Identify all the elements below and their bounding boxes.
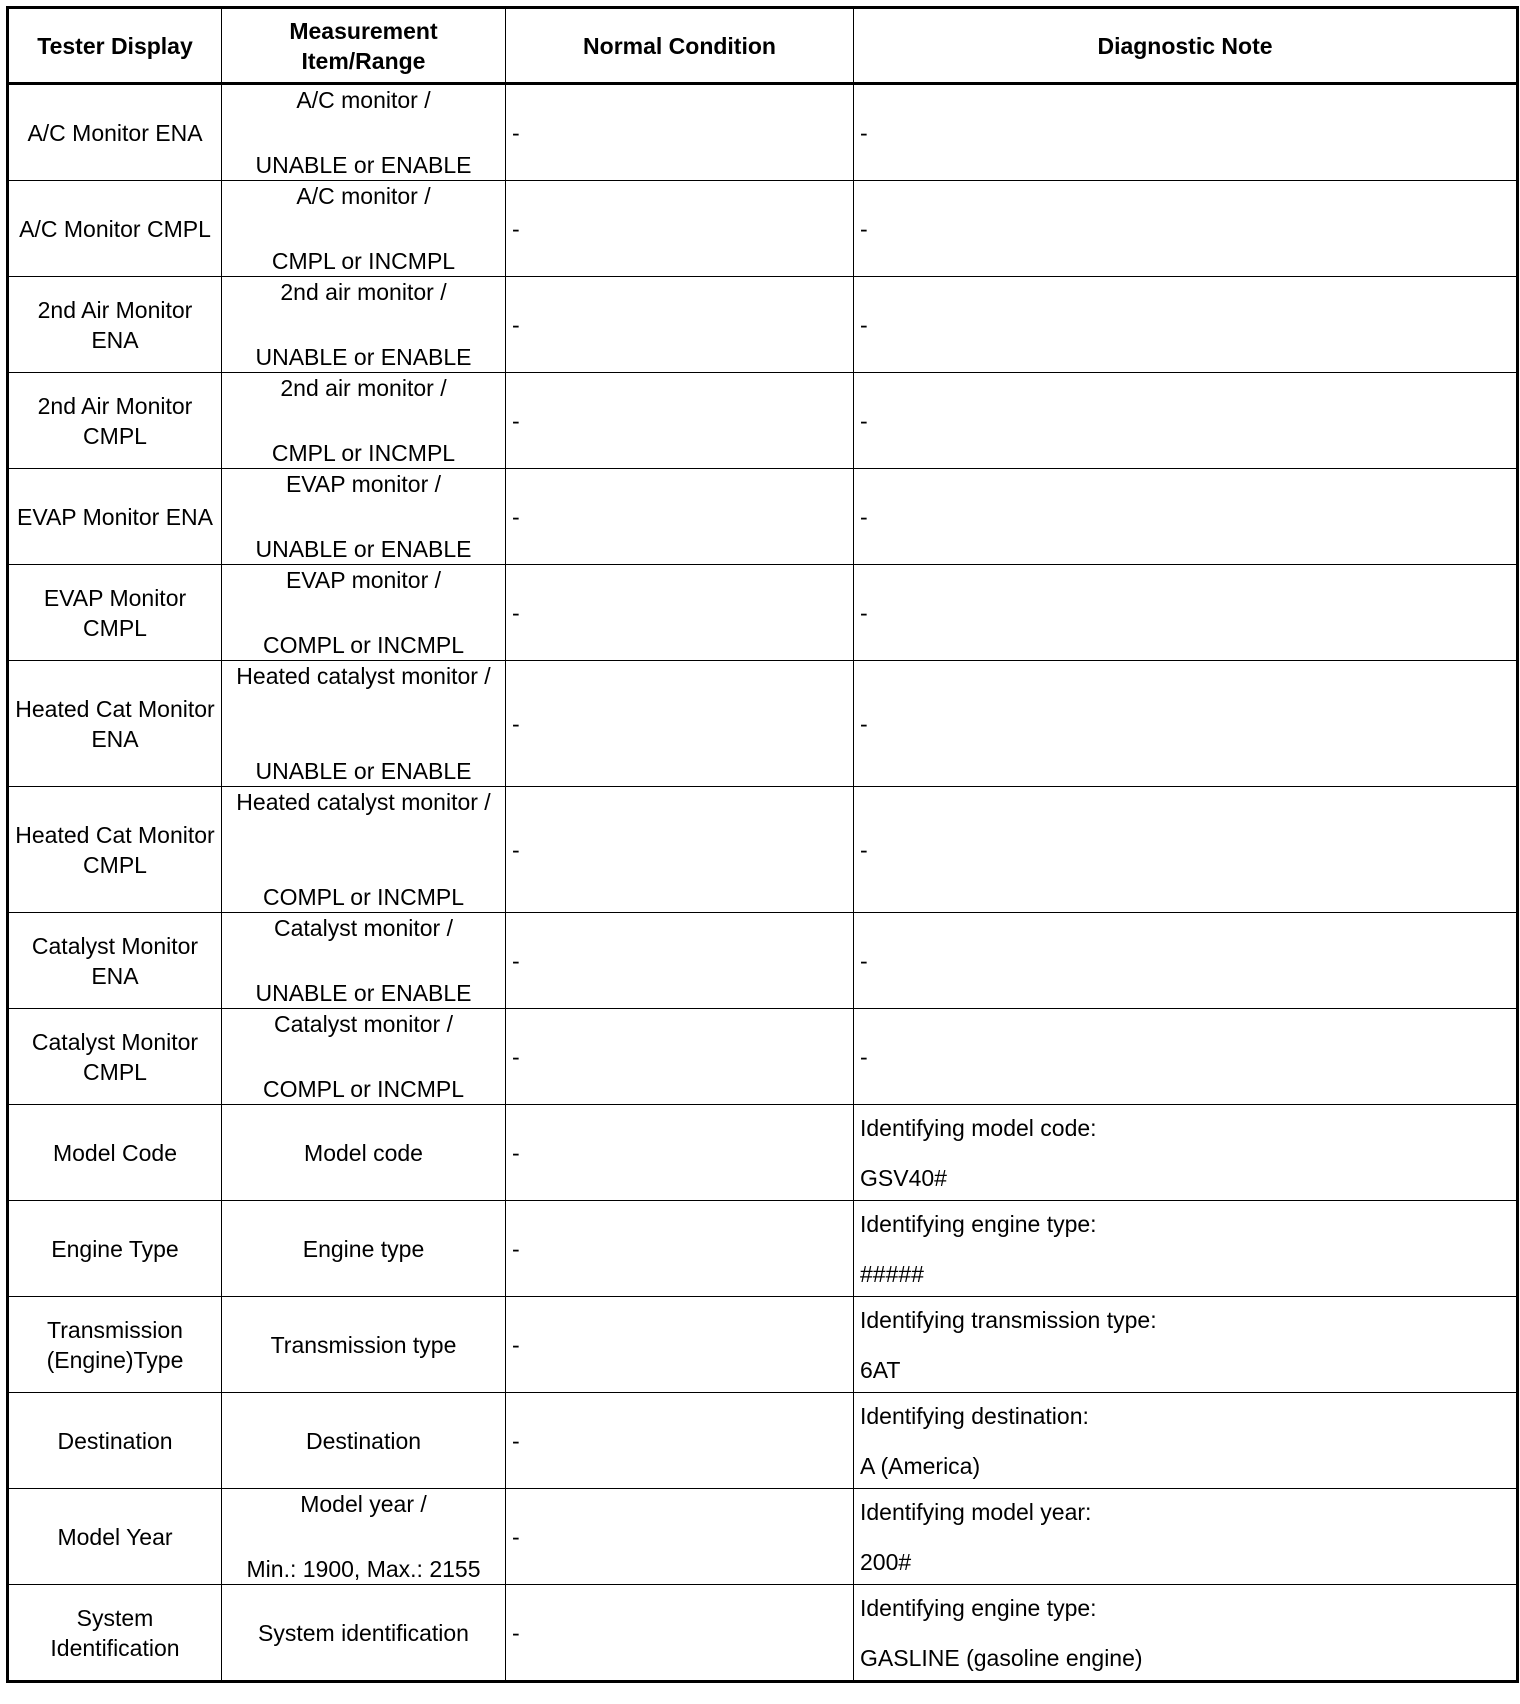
measurement-cell	[222, 1105, 506, 1201]
tester-display-cell: 2nd Air Monitor CMPL	[8, 373, 222, 469]
measurement-item: Transmission type	[270, 1331, 457, 1358]
measurement-cell	[222, 373, 506, 469]
normal-condition-cell: -	[506, 1297, 854, 1393]
diagnostic-note-cell: -	[854, 1009, 1518, 1105]
measurement-cell	[222, 181, 506, 277]
header-measurement: Measurement Item/Range	[222, 8, 506, 84]
table-row	[8, 1585, 1518, 1682]
measurement-cell	[222, 1585, 506, 1682]
measurement-range: COMPL or INCMPL	[262, 632, 465, 658]
normal-condition-cell: -	[506, 1585, 854, 1682]
measurement-cell	[222, 661, 506, 787]
measurement-item: Heated catalyst monitor /	[236, 663, 491, 689]
measurement-cell	[222, 84, 506, 181]
tester-display-cell: Model Year	[8, 1489, 222, 1585]
tester-display-cell: Catalyst Monitor CMPL	[8, 1009, 222, 1105]
note-label: Identifying engine type:	[860, 1594, 1097, 1621]
measurement-range: COMPL or INCMPL	[262, 1076, 465, 1102]
note-label: Identifying engine type:	[860, 1210, 1097, 1237]
note-value: A (America)	[860, 1452, 981, 1479]
diagnostic-note-cell: -	[854, 661, 1518, 787]
normal-condition-cell: -	[506, 1105, 854, 1201]
table-row	[8, 84, 1518, 181]
tester-display-cell: Engine Type	[8, 1201, 222, 1297]
measurement-item: 2nd air monitor /	[280, 375, 447, 401]
diagnostic-note-cell	[854, 1585, 1518, 1682]
diagnostic-note-cell: -	[854, 913, 1518, 1009]
measurement-item: Engine type	[302, 1235, 425, 1262]
measurement-cell	[222, 1009, 506, 1105]
measurement-cell	[222, 913, 506, 1009]
measurement-cell	[222, 1393, 506, 1489]
measurement-range: Min.: 1900, Max.: 2155	[246, 1556, 481, 1582]
diagnostic-note-cell: -	[854, 787, 1518, 913]
note-label: Identifying transmission type:	[860, 1306, 1157, 1333]
header-row	[8, 8, 1518, 84]
measurement-item: Catalyst monitor /	[274, 1011, 453, 1037]
note-value: GASLINE (gasoline engine)	[860, 1644, 1143, 1671]
header-diagnostic-note: Diagnostic Note	[854, 8, 1518, 84]
tester-display-cell: EVAP Monitor CMPL	[8, 565, 222, 661]
note-value: GSV40#	[860, 1164, 947, 1191]
diagnostic-note-cell: -	[854, 373, 1518, 469]
measurement-item: Model year /	[300, 1491, 427, 1517]
note-label: Identifying model year:	[860, 1498, 1092, 1525]
table-row	[8, 661, 1518, 787]
measurement-item: System identification	[258, 1619, 469, 1646]
diagnostic-note-cell	[854, 1393, 1518, 1489]
tester-display-cell: Heated Cat Monitor ENA	[8, 661, 222, 787]
table-row	[8, 1201, 1518, 1297]
tester-display-cell: 2nd Air Monitor ENA	[8, 277, 222, 373]
measurement-cell	[222, 787, 506, 913]
note-value: 200#	[860, 1548, 912, 1575]
measurement-cell	[222, 1297, 506, 1393]
measurement-range: UNABLE or ENABLE	[255, 152, 472, 178]
measurement-cell	[222, 565, 506, 661]
tester-display-cell: Transmission (Engine)Type	[8, 1297, 222, 1393]
normal-condition-cell: -	[506, 1009, 854, 1105]
diagnostic-note-cell	[854, 1201, 1518, 1297]
measurement-item: 2nd air monitor /	[280, 279, 447, 305]
table-row	[8, 787, 1518, 913]
normal-condition-cell: -	[506, 661, 854, 787]
measurement-item: A/C monitor /	[296, 183, 431, 209]
tester-display-cell: Model Code	[8, 1105, 222, 1201]
normal-condition-cell: -	[506, 913, 854, 1009]
diagnostic-note-cell: -	[854, 469, 1518, 565]
measurement-cell	[222, 1201, 506, 1297]
tester-display-cell: System Identification	[8, 1585, 222, 1682]
note-value: 6AT	[860, 1356, 901, 1383]
table-row	[8, 277, 1518, 373]
measurement-item: EVAP monitor /	[285, 567, 442, 593]
table-row	[8, 1297, 1518, 1393]
normal-condition-cell: -	[506, 469, 854, 565]
header-normal-condition: Normal Condition	[506, 8, 854, 84]
measurement-item: Destination	[305, 1427, 422, 1454]
table-row	[8, 565, 1518, 661]
normal-condition-cell: -	[506, 1393, 854, 1489]
table-row	[8, 1393, 1518, 1489]
diagnostic-note-cell: -	[854, 84, 1518, 181]
normal-condition-cell: -	[506, 277, 854, 373]
measurement-range: UNABLE or ENABLE	[255, 344, 472, 370]
table-row	[8, 1009, 1518, 1105]
normal-condition-cell: -	[506, 787, 854, 913]
normal-condition-cell: -	[506, 1201, 854, 1297]
diagnostic-note-cell: -	[854, 181, 1518, 277]
tester-display-cell: Heated Cat Monitor CMPL	[8, 787, 222, 913]
normal-condition-cell: -	[506, 565, 854, 661]
diagnostic-note-cell: -	[854, 565, 1518, 661]
tester-display-cell: Catalyst Monitor ENA	[8, 913, 222, 1009]
normal-condition-cell: -	[506, 84, 854, 181]
normal-condition-cell: -	[506, 1489, 854, 1585]
measurement-range: UNABLE or ENABLE	[255, 536, 472, 562]
normal-condition-cell: -	[506, 181, 854, 277]
measurement-item: EVAP monitor /	[285, 471, 442, 497]
diagnostic-note-cell: -	[854, 277, 1518, 373]
measurement-item: Catalyst monitor /	[274, 915, 453, 941]
tester-display-cell: A/C Monitor ENA	[8, 84, 222, 181]
table-row	[8, 913, 1518, 1009]
measurement-range: CMPL or INCMPL	[271, 248, 456, 274]
note-label: Identifying model code:	[860, 1114, 1097, 1141]
tester-display-cell: EVAP Monitor ENA	[8, 469, 222, 565]
note-value: #####	[860, 1260, 924, 1287]
measurement-cell	[222, 469, 506, 565]
measurement-item: Heated catalyst monitor /	[236, 789, 491, 815]
normal-condition-cell: -	[506, 373, 854, 469]
table-row	[8, 469, 1518, 565]
diagnostic-note-cell	[854, 1489, 1518, 1585]
measurement-range: UNABLE or ENABLE	[255, 980, 472, 1006]
table-row	[8, 373, 1518, 469]
tester-display-cell: A/C Monitor CMPL	[8, 181, 222, 277]
table-row	[8, 181, 1518, 277]
table-row	[8, 1105, 1518, 1201]
note-label: Identifying destination:	[860, 1402, 1089, 1429]
diagnostic-note-cell	[854, 1297, 1518, 1393]
table-row	[8, 1489, 1518, 1585]
measurement-range: CMPL or INCMPL	[271, 440, 456, 466]
measurement-cell	[222, 277, 506, 373]
measurement-range: UNABLE or ENABLE	[255, 758, 472, 784]
measurement-item: A/C monitor /	[296, 87, 431, 113]
measurement-cell	[222, 1489, 506, 1585]
measurement-item: Model code	[304, 1139, 423, 1166]
diagnostic-note-cell	[854, 1105, 1518, 1201]
data-list-table	[6, 6, 1519, 1683]
tester-display-cell: Destination	[8, 1393, 222, 1489]
measurement-range: COMPL or INCMPL	[262, 884, 465, 910]
header-tester-display: Tester Display	[8, 8, 222, 84]
